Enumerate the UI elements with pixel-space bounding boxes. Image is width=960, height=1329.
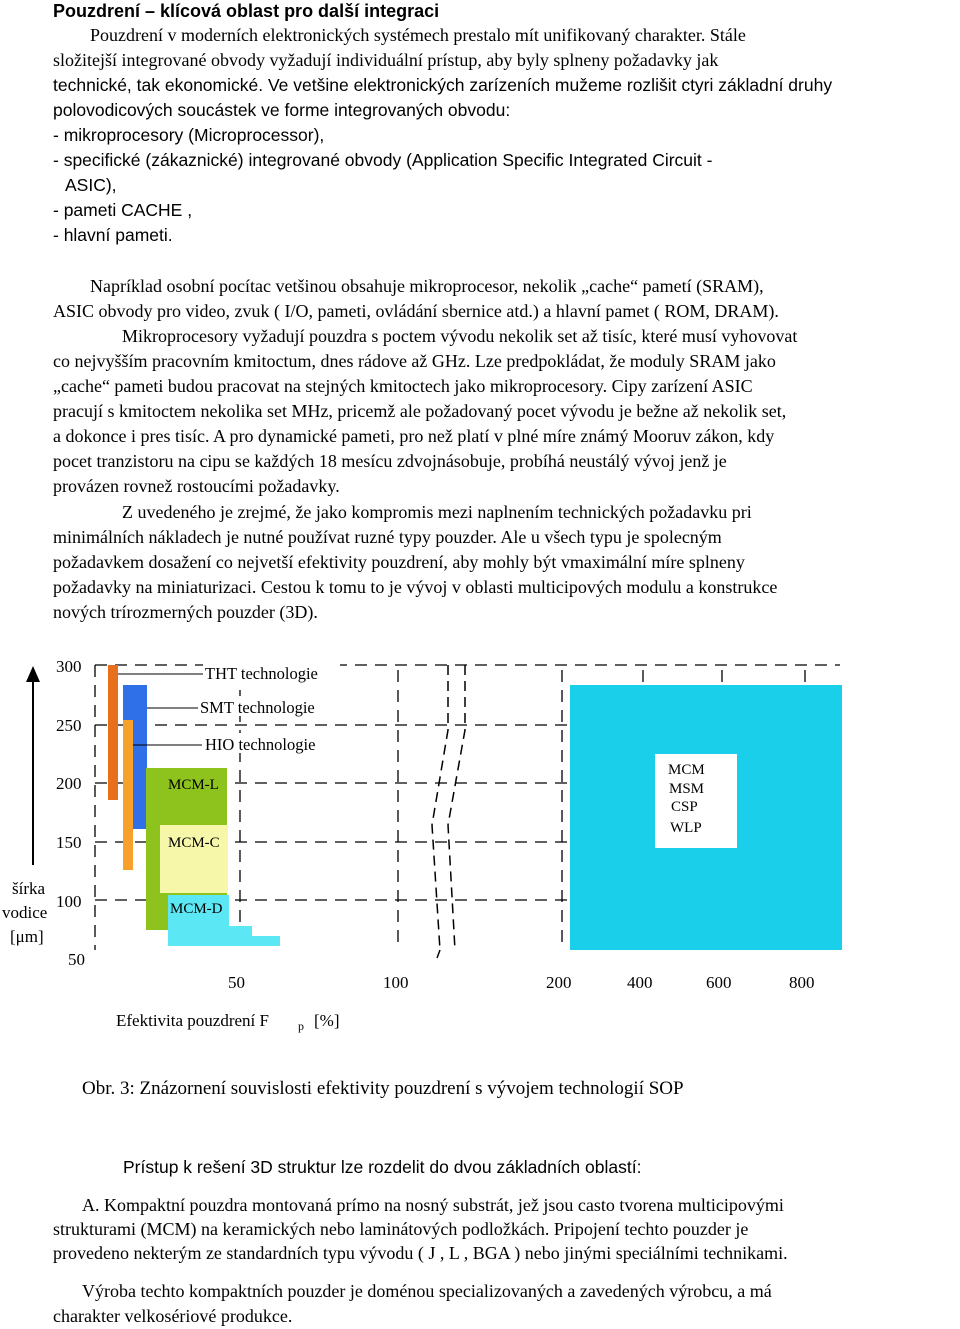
text-line: technické, tak ekonomické. Ve vetšine elektronických zarízeních mužeme rozlišit ctyri základní druhy [53,75,833,95]
hio-label: HIO technologie [205,735,316,754]
y-tick-label: 100 [56,892,82,911]
y-axis-label-line: šírka [12,879,46,898]
y-axis-label-line: [μm] [10,927,44,946]
text-line: požadavkem dosažení co nejvetší efektivity pouzdrení, aby mohly být vmaximální míre splneny [53,552,745,572]
y-tick-label: 150 [56,833,82,852]
text-line: provedeno nekterým ze standardních typu vývodu ( J , L , BGA ) nebo jinými speciálními technikami. [53,1243,788,1263]
x-axis-label: Efektivita pouzdrení F [116,1011,269,1030]
mcm-l-label: MCM-L [168,777,219,793]
y-axis-label-line: vodice [2,903,48,922]
y-tick-label: 300 [56,657,82,676]
text-line: - specifické (zákaznické) integrované obvody (Application Specific Integrated Circuit - [53,150,713,170]
hio-bar [123,720,133,870]
y-tick-label: 50 [68,950,85,969]
x-axis-subscript: p [298,1019,304,1033]
y-tick-label: 250 [56,716,82,735]
tht-bar [108,665,118,800]
msm-label: MSM [669,781,705,797]
text-line: nových trírozmerných pouzder (3D). [53,602,318,622]
y-tick-label: 200 [56,774,82,793]
mcm-d-label: MCM-D [170,901,223,917]
text-line: Výroba techto kompaktních pouzder je doménou specializovaných a zavedených výrobcu, a má [82,1281,772,1301]
text-line: - hlavní pameti. [53,225,173,245]
text-line: - mikroprocesory (Microprocessor), [53,125,325,145]
axis-break [432,665,465,950]
text-line: Napríklad osobní pocítac vetšinou obsahuje mikroprocesor, nekolik „cache“ pametí (SRAM), [90,276,764,296]
figure-caption: Obr. 3: Znázornení souvislosti efektivity pouzdrení s vývojem technologií SOP [82,1078,684,1099]
text-line: pocet tranzistoru na cipu se každých 18 mesícu zdvojnásobuje, probíhá neustálý vývoj jenž je [53,451,727,471]
wlp-label: WLP [670,820,702,836]
x-tick-label: 600 [706,973,732,992]
mcm-label: MCM [668,762,705,778]
text-line: složitejší integrované obvody vyžadují individuální prístup, aby byly splneny požadavky jak [53,50,719,70]
text-line: co nejvyšším pracovním kmitoctum, dnes rádove až GHz. Lze predpokládat, že moduly SRAM jako [53,351,776,371]
text-line: - pameti CACHE , [53,200,193,220]
text-line: A. Kompaktní pouzdra montovaná prímo na nosný substrát, jež jsou casto tvorena multicipovými [82,1195,784,1215]
text-line: strukturami (MCM) na keramických nebo laminátových podložkách. Pripojení techto pouzder je [53,1219,749,1239]
y-axis-arrowhead [26,666,40,682]
text-line: Pouzdrení v moderních elektronických systémech prestalo mít unifikovaný charakter. Stále [90,25,746,45]
text-line: pracují s kmitoctem nekolika set MHz, pricemž ale požadovaný pocet vývodu je bežne až nekolik set, [53,401,787,421]
x-tick-label: 400 [627,973,653,992]
text-line: provázen rovnež rostoucími požadavky. [53,476,340,496]
text-line: požadavky na miniaturizaci. Cestou k tomu to je vývoj v oblasti multicipových modulu a konstrukce [53,577,778,597]
tht-label: THT technologie [205,664,318,683]
x-axis-unit: [%] [314,1011,340,1030]
packaging-efficiency-figure [0,650,960,1070]
text-line: Prístup k rešení 3D struktur lze rozdelit do dvou základních oblastí: [123,1157,642,1177]
text-line: Mikroprocesory vyžadují pouzdra s poctem vývodu nekolik set až tisíc, které musí vyhovovat [122,326,798,346]
text-line: ASIC), [65,175,117,195]
csp-label: CSP [671,799,698,815]
x-tick-label: 800 [789,973,815,992]
text-line: Z uvedeného je zrejmé, že jako kompromis mezi naplnením technických požadavku pri [122,502,752,522]
text-line: polovodicových soucástek ve forme integrovaných obvodu: [53,100,511,120]
x-tick-label: 50 [228,973,245,992]
section-heading: Pouzdrení – klícová oblast pro další integraci [53,1,440,21]
text-line: minimálních nákladech je nutné používat ruzné typy pouzder. Ale u všech typu je spolecným [53,527,722,547]
smt-label: SMT technologie [200,698,315,717]
text-line: ASIC obvody pro video, zvuk ( I/O, pameti, ovládání sbernice atd.) a hlavní pamet ( ROM, DRAM). [53,301,779,321]
x-tick-label: 200 [546,973,572,992]
mcm-c-label: MCM-C [168,835,220,851]
text-line: charakter velkosériové produkce. [53,1306,293,1326]
text-line: a dokonce i pres tisíc. A pro dynamické pameti, pro než platí v plné míre známý Mooruv zákon, kdy [53,426,775,446]
text-line: „cache“ pameti budou pracovat na stejných kmitoctech jako mikroprocesory. Cipy zarízení ASIC [53,376,753,396]
x-tick-label: 100 [383,973,409,992]
